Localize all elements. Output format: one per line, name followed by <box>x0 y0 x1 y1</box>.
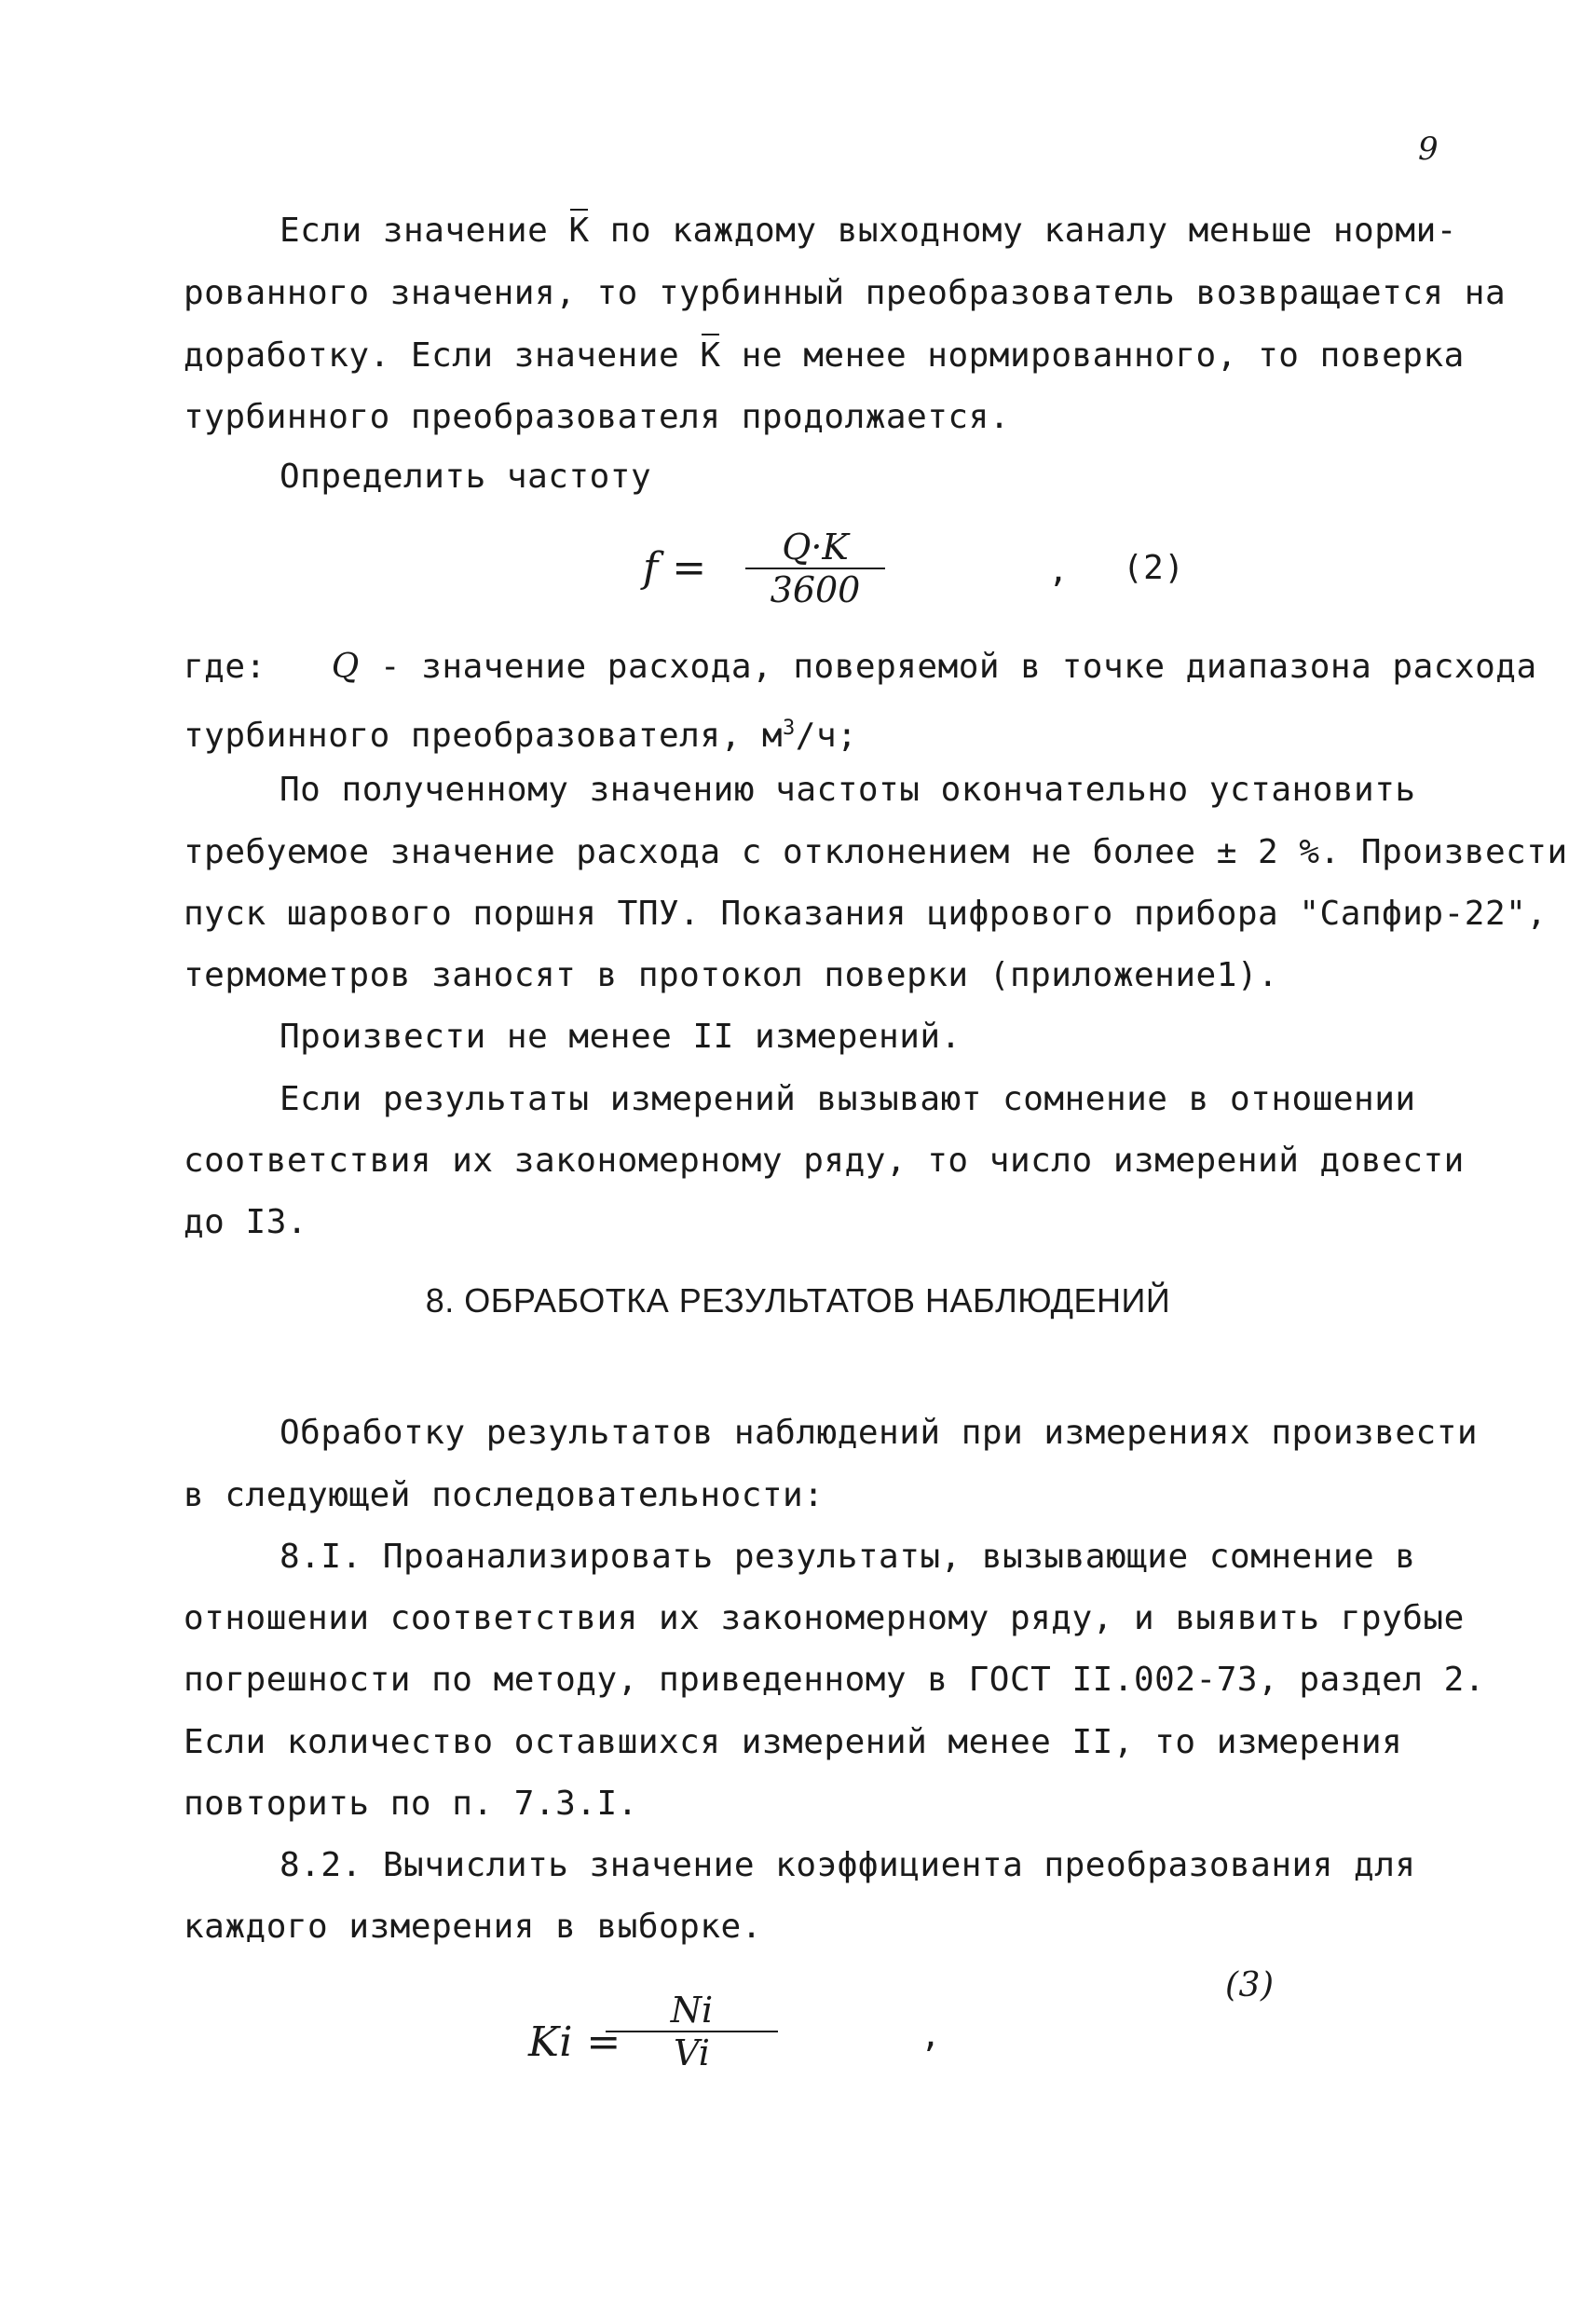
paragraph-line: в следующей последовательности: <box>184 1476 825 1514</box>
text-span: не менее нормированного, то поверка <box>720 336 1465 375</box>
item-8-2-line: каждого измерения в выборке. <box>184 1908 762 1946</box>
formula-3-denominator: Vi <box>674 2032 710 2073</box>
where-label: где: <box>184 648 266 686</box>
paragraph-line: рованного значения, то турбинный преобразователь возвращается на <box>184 274 1507 312</box>
formula-3-lhs: Ki = <box>528 2018 621 2066</box>
paragraph-line: до I3. <box>184 1203 308 1241</box>
superscript: 3 <box>783 717 796 740</box>
paragraph-line: соответствия их закономерному ряду, то число измерений довести <box>184 1142 1465 1180</box>
paragraph-line: требуемое значение расхода с отклонением не более ± 2 %. Произвести <box>184 833 1568 871</box>
text-span: - значение расхода, поверяемой в точке диапазона расхода <box>359 648 1537 686</box>
k-bar-symbol: K <box>568 212 590 250</box>
formula-2-fraction <box>745 527 885 610</box>
formula-3-comma: , <box>921 2017 942 2055</box>
item-8-1-line: Если количество оставшихся измерений менее II, то измерения <box>184 1723 1403 1761</box>
formula-2-lhs: f = <box>643 544 707 592</box>
paragraph-line: По полученному значению частоты окончательно установить <box>280 771 1416 809</box>
frequency-intro: Определить частоту <box>280 458 652 496</box>
item-8-2-line: 8.2. Вычислить значение коэффициента преобразования для <box>280 1846 1416 1884</box>
measure-count-line: Произвести не менее II измерений. <box>280 1018 962 1056</box>
k-bar-symbol: K <box>700 336 721 375</box>
paragraph-line: Обработку результатов наблюдений при измерениях произвести <box>280 1414 1479 1452</box>
paragraph-line: термометров заносят в протокол поверки (приложение1). <box>184 956 1279 994</box>
paragraph-line <box>184 337 1465 375</box>
text-span: доработку. Если значение <box>184 336 701 375</box>
item-8-1-line: повторить по п. 7.3.I. <box>184 1785 638 1823</box>
page-number: 9 <box>1418 130 1439 168</box>
q-symbol: Q <box>331 648 360 686</box>
text-span: /ч; <box>795 717 858 755</box>
formula-3-number: (3) <box>1225 1966 1275 2004</box>
formula-2-comma: , <box>1048 552 1070 590</box>
paragraph-line <box>280 212 1457 250</box>
formula-2-denominator: 3600 <box>770 569 861 610</box>
item-8-1-line: погрешности по методу, приведенному в ГОСТ II.002-73, раздел 2. <box>184 1661 1485 1699</box>
text-span: по каждому выходному каналу меньше норми- <box>589 212 1457 250</box>
item-8-1-line: отношении соответствия их закономерному ряду, и выявить грубые <box>184 1599 1465 1637</box>
text-span: Если значение <box>280 212 569 250</box>
formula-2-number: (2) <box>1123 549 1185 587</box>
text-span: турбинного преобразователя, м <box>184 717 784 755</box>
section-heading: 8. ОБРАБОТКА РЕЗУЛЬТАТОВ НАБЛЮДЕНИЙ <box>425 1281 1171 1320</box>
formula-2-numerator: Q·K <box>782 527 849 568</box>
item-8-1-line: 8.I. Проанализировать результаты, вызывающие сомнение в <box>280 1538 1416 1576</box>
paragraph-line: Если результаты измерений вызывают сомнение в отношении <box>280 1080 1416 1118</box>
where-line <box>184 710 857 755</box>
formula-3-fraction <box>606 1990 778 2073</box>
paragraph-line: пуск шарового поршня ТПУ. Показания цифрового прибора "Сапфир-22", <box>184 895 1548 933</box>
paragraph-line: турбинного преобразователя продолжается. <box>184 398 1010 436</box>
where-line <box>184 649 1537 686</box>
formula-3-numerator: Ni <box>670 1990 714 2031</box>
